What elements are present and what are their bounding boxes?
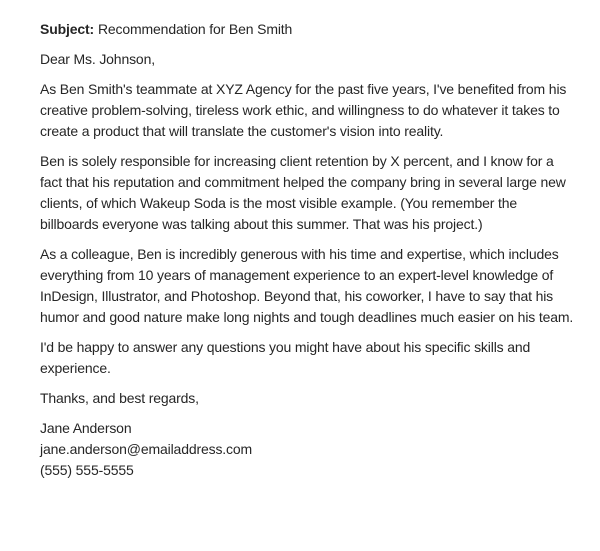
letter-document (40, 19, 578, 481)
signature-phone: (555) 555-5555 (40, 462, 134, 478)
salutation: Dear Ms. Johnson, (40, 51, 155, 67)
closing-line: Thanks, and best regards, (40, 390, 199, 406)
signature-email: jane.anderson@emailaddress.com (40, 441, 253, 457)
signature-block (40, 418, 578, 481)
body-paragraph-3: As a colleague, Ben is incredibly generous with his time and expertise, which includes everything from 10 years of management experience to an expert-level knowledge of InDesign, Illustrator, and Photoshop. Beyond that, his coworker, I have to say that his humor and good nature make long nights and tough deadlines much easier on his team. (40, 246, 574, 325)
body-paragraph-4: I'd be happy to answer any questions you might have about his specific skills and experience. (40, 339, 531, 376)
subject-text: Recommendation for Ben Smith (97, 21, 293, 37)
subject-label: Subject: (40, 21, 95, 37)
signature-name: Jane Anderson (40, 420, 132, 436)
body-paragraph-2: Ben is solely responsible for increasing client retention by X percent, and I know for a fact that his reputation and commitment helped the company bring in several large new clients, of which Wakeup Soda is the most visible example. (You remember the billboards everyone was talking about this summer. That was his project.) (40, 153, 566, 232)
body-paragraph-1: As Ben Smith's teammate at XYZ Agency for the past five years, I've benefited from his creative problem-solving, tireless work ethic, and willingness to do whatever it takes to create a product that will translate the customer's vision into reality. (40, 81, 567, 139)
subject-line (40, 19, 578, 40)
